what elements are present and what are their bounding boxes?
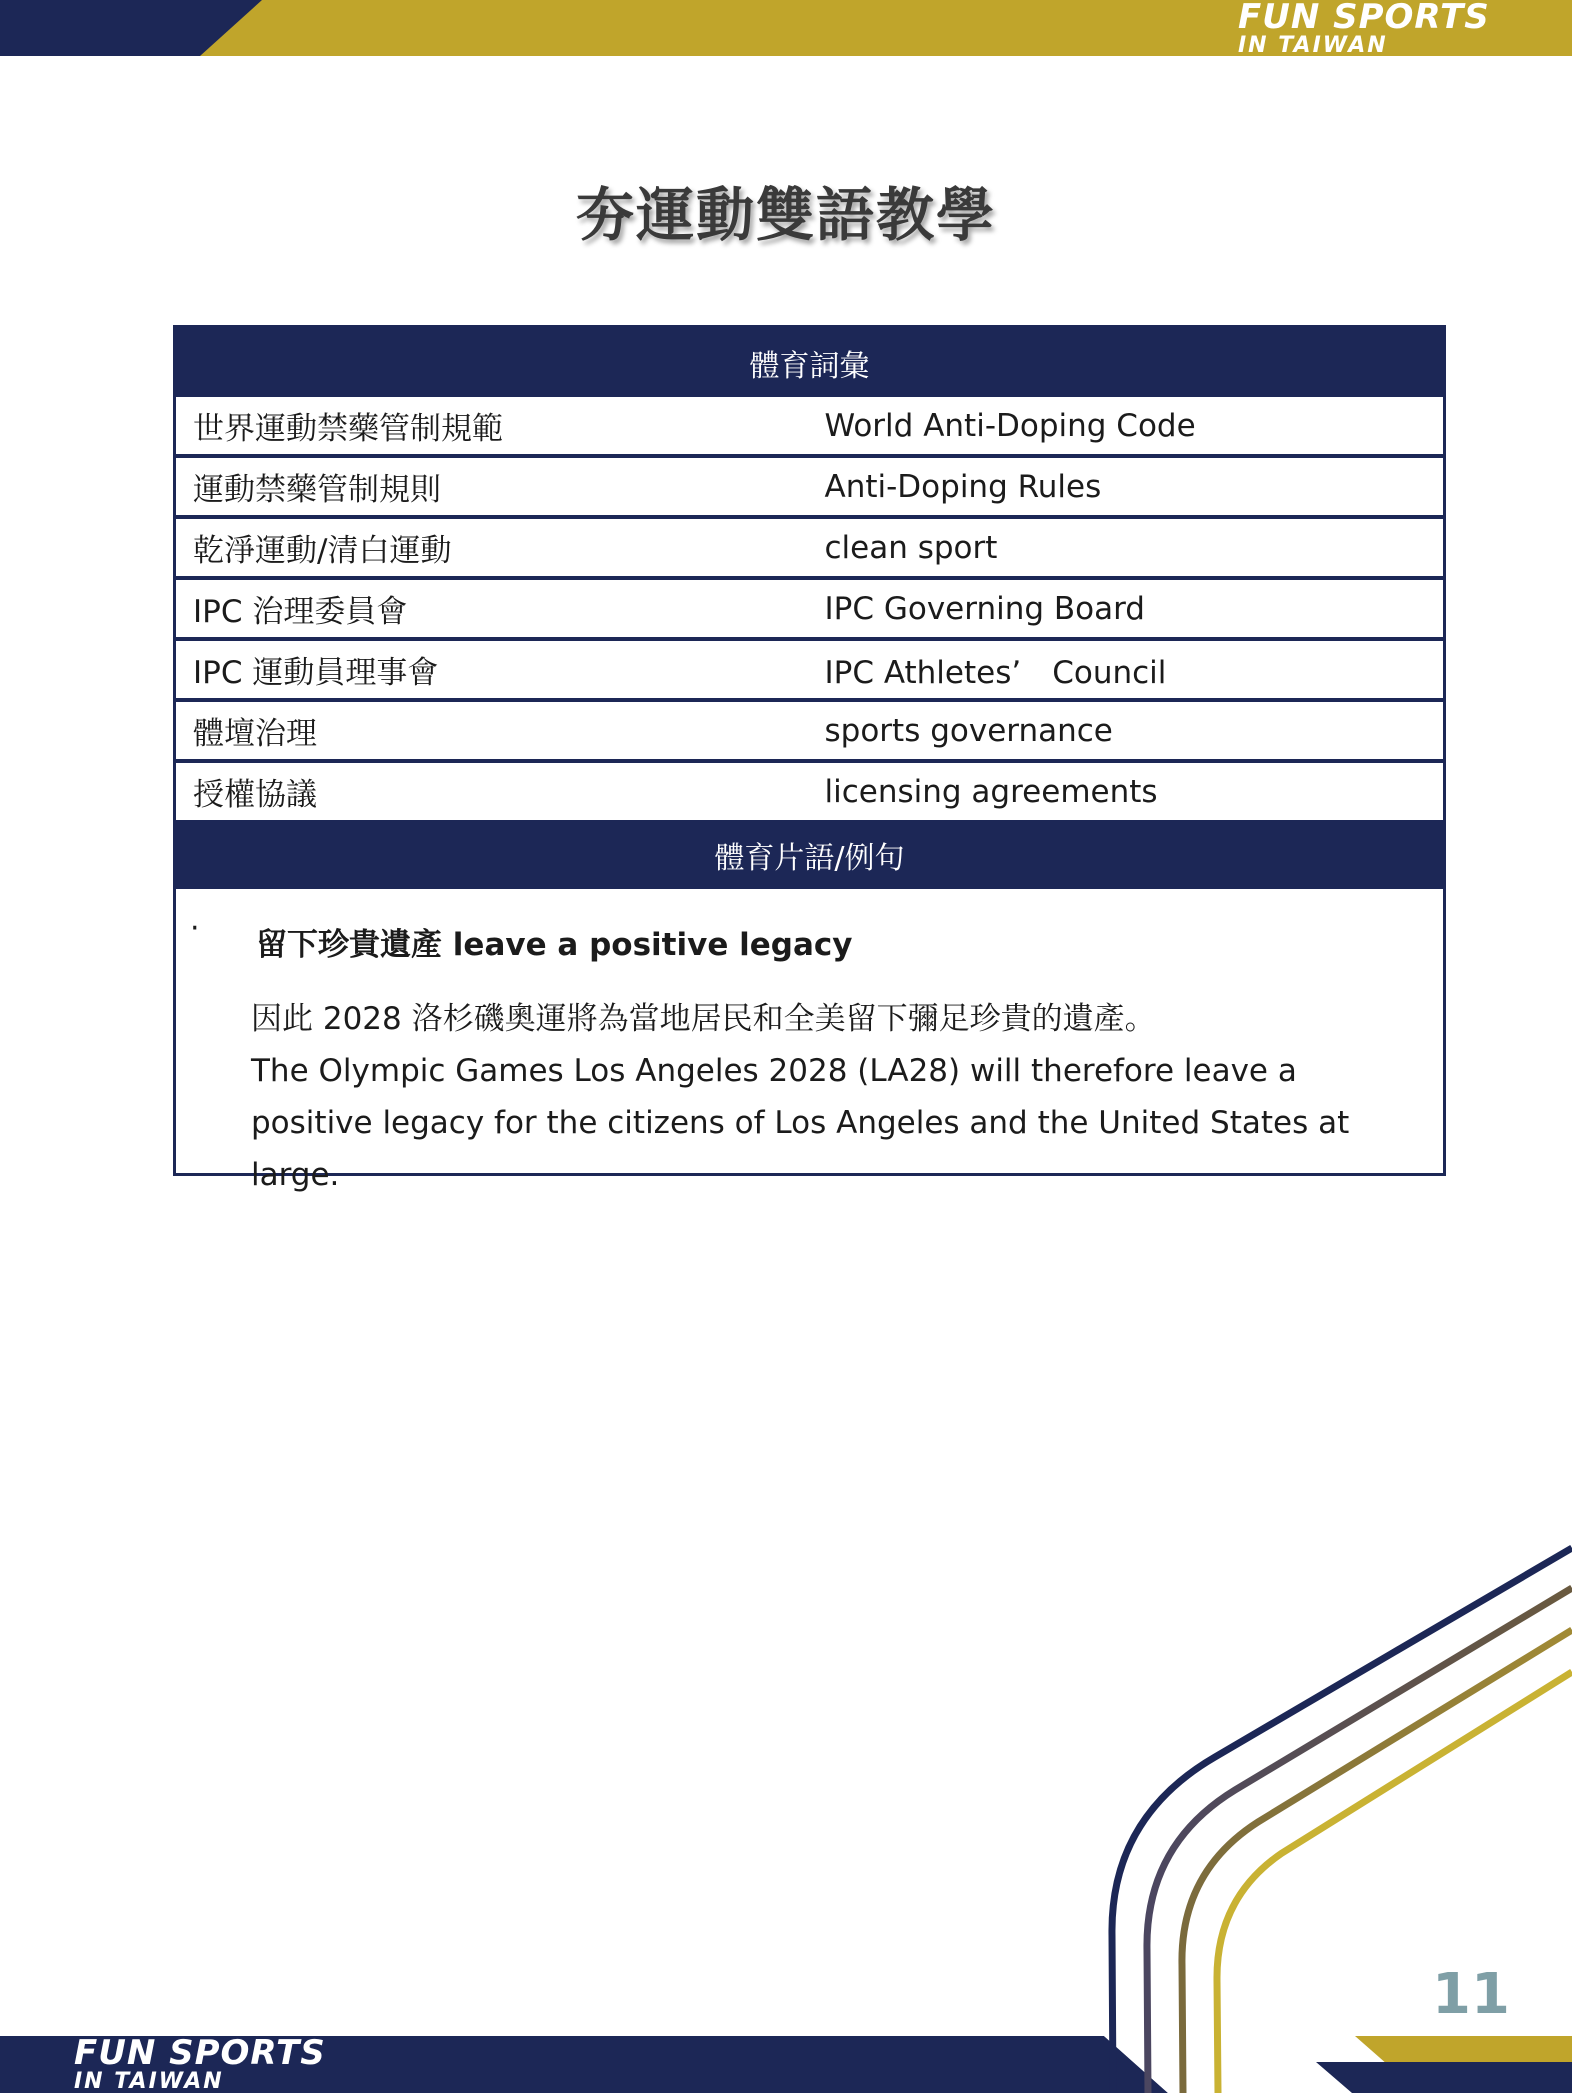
vocab-zh: 運動禁藥管制規則 (175, 456, 810, 517)
phrase-block (176, 889, 1443, 1193)
table-row (175, 700, 1445, 761)
vocab-zh: 體壇治理 (175, 700, 810, 761)
example-zh: 因此 2028 洛杉磯奧運將為當地居民和全美留下彌足珍貴的遺產。 (251, 1001, 1156, 1037)
brand-line1: FUN SPORTS (74, 2033, 326, 2073)
brand-line2: IN TAIWAN (74, 2069, 224, 2094)
page-number: 11 (1432, 1962, 1510, 2027)
vocab-zh: 授權協議 (193, 777, 317, 813)
example-en: The Olympic Games Los Angeles 2028 (LA28) will therefore leave a positive legacy for the citizens of Los Angeles and the United States at large. (251, 1053, 1350, 1193)
vocab-en: IPC Athletes’ Council (810, 639, 1445, 700)
vocab-en: World Anti-Doping Code (810, 397, 1445, 456)
vocab-en: IPC Governing Board (810, 578, 1445, 639)
table-row (175, 639, 1445, 700)
phrases-heading: 體育片語/例句 (175, 820, 1445, 889)
table-row (175, 761, 1445, 820)
vocab-en: licensing agreements (824, 773, 1158, 810)
brand-logo-bottom (74, 2033, 326, 2094)
vocab-en: Anti-Doping Rules (810, 456, 1445, 517)
page-title: 夯運動雙語教學 (575, 181, 996, 249)
table-row (175, 578, 1445, 639)
brand-line2: IN TAIWAN (1238, 33, 1388, 58)
brand-logo-top (1238, 0, 1490, 57)
vocab-zh: 世界運動禁藥管制規範 (175, 397, 810, 456)
table-row (175, 397, 1445, 456)
vocab-heading: 體育詞彙 (175, 327, 1445, 398)
vocab-table (173, 325, 1446, 1193)
vocab-zh: IPC 治理委員會 (175, 578, 810, 639)
vocab-en: clean sport (810, 517, 1445, 578)
table-row (175, 456, 1445, 517)
table-row (175, 517, 1445, 578)
bullet: · (190, 911, 200, 946)
brand-line1: FUN SPORTS (1238, 0, 1490, 37)
vocab-en: sports governance (810, 700, 1445, 761)
vocab-zh: 乾淨運動/清白運動 (175, 517, 810, 578)
phrase-title: 留下珍貴遺產 leave a positive legacy (256, 927, 853, 963)
phrase-cell (175, 889, 1445, 1193)
example-sentences (251, 993, 1391, 1201)
vocab-zh: IPC 運動員理事會 (175, 639, 810, 700)
